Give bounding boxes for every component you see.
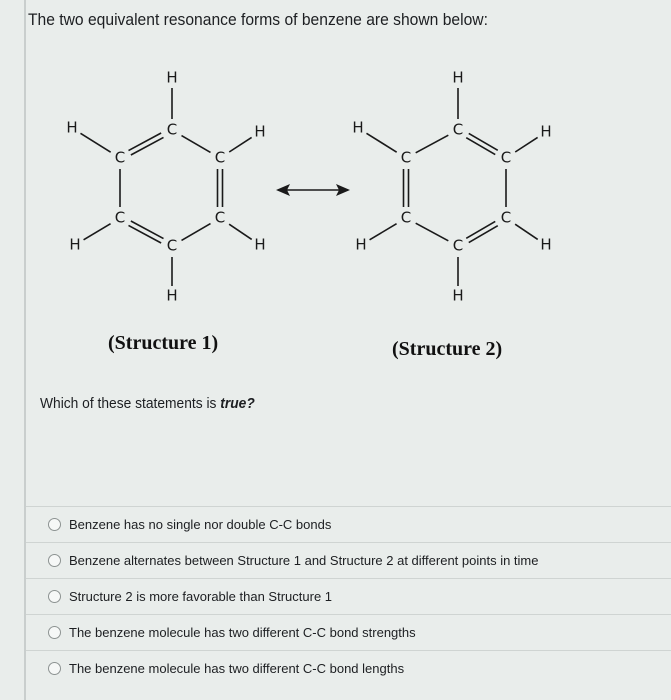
hydrogen-atom: H <box>452 286 464 305</box>
hydrogen-atom: H <box>166 68 178 87</box>
carbon-atom: C <box>452 120 464 139</box>
carbon-atom: C <box>400 148 412 167</box>
c-h-bond <box>370 224 397 240</box>
hydrogen-atom: H <box>166 286 178 305</box>
carbon-atom: C <box>500 208 512 227</box>
c-h-bond <box>229 224 252 239</box>
radio-button[interactable] <box>48 518 61 531</box>
structure-1-label: (Structure 1) <box>108 332 219 354</box>
hydrogen-atom: H <box>355 235 367 254</box>
single-bond <box>416 223 449 241</box>
carbon-atom: C <box>214 148 226 167</box>
option-label: Benzene alternates between Structure 1 and Structure 2 at different points in time <box>69 553 539 568</box>
c-h-bond <box>515 137 537 152</box>
hydrogen-atom: H <box>540 122 552 141</box>
carbon-atom: C <box>500 148 512 167</box>
hydrogen-atom: H <box>352 118 364 137</box>
carbon-atom: C <box>214 208 226 227</box>
hydrogen-atom: H <box>452 68 464 87</box>
radio-button[interactable] <box>48 554 61 567</box>
option-3[interactable] <box>26 614 671 650</box>
hydrogen-atom: H <box>254 122 266 141</box>
benzene-resonance-diagram <box>0 0 671 330</box>
option-label: The benzene molecule has two different C-C bond strengths <box>69 625 416 640</box>
c-h-bond <box>515 224 538 239</box>
carbon-atom: C <box>400 208 412 227</box>
carbon-atom: C <box>166 120 178 139</box>
option-1[interactable] <box>26 542 671 578</box>
option-label: The benzene molecule has two different C-C bond lengths <box>69 661 405 676</box>
radio-button[interactable] <box>48 626 61 639</box>
c-h-bond <box>80 133 110 152</box>
question-intro: The two equivalent resonance forms of benzene are shown below: <box>28 10 488 29</box>
structure-2-label: (Structure 2) <box>392 338 503 360</box>
carbon-atom: C <box>166 236 178 255</box>
hydrogen-atom: H <box>540 235 552 254</box>
carbon-atom: C <box>452 236 464 255</box>
question-emphasis: true? <box>220 395 255 412</box>
option-0[interactable] <box>26 506 671 542</box>
option-4[interactable] <box>26 650 671 686</box>
carbon-atom: C <box>114 148 126 167</box>
hydrogen-atom: H <box>254 235 266 254</box>
c-h-bond <box>229 137 251 152</box>
radio-button[interactable] <box>48 662 61 675</box>
single-bond <box>182 136 211 153</box>
question-prefix: Which of these statements is <box>40 395 221 412</box>
hydrogen-atom: H <box>66 118 78 137</box>
c-h-bond <box>366 133 396 152</box>
single-bond <box>182 224 211 241</box>
hydrogen-atom: H <box>69 235 81 254</box>
question-text <box>40 395 255 412</box>
c-h-bond <box>84 224 111 240</box>
carbon-atom: C <box>114 208 126 227</box>
answer-options <box>26 506 671 686</box>
radio-button[interactable] <box>48 590 61 603</box>
option-2[interactable] <box>26 578 671 614</box>
option-label: Benzene has no single nor double C-C bonds <box>69 517 332 532</box>
option-label: Structure 2 is more favorable than Structure 1 <box>69 589 333 604</box>
single-bond <box>416 135 449 153</box>
